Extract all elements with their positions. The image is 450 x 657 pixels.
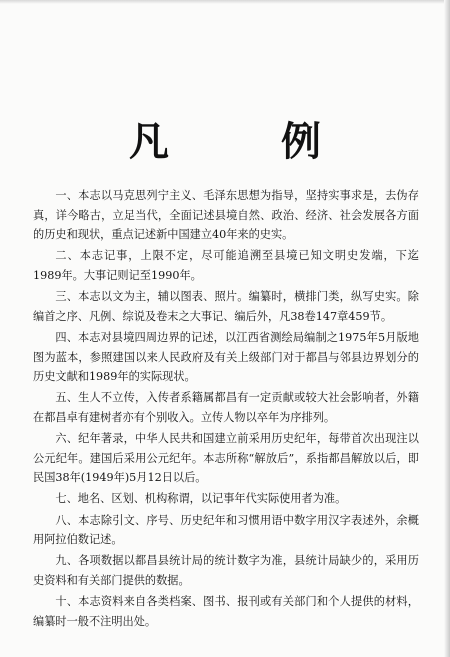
scan-shadow-edge — [444, 0, 450, 657]
page-title: 凡 例 — [129, 118, 357, 165]
guideline-paragraph-6: 六、纪年著录，中华人民共和国建立前采用历史纪年，每带首次出现注以公元纪年。建国后采用公元纪年。本志所称“解放后”，系指都昌解放以后，即民国38年(1949年)5月12日以后。 — [33, 432, 419, 485]
guideline-paragraph-5: 五、生人不立传，入传者系籍属都昌有一定贡献或较大社会影响者，外籍在都昌卓有建树者亦有个别收入。立传人物以卒年为序排列。 — [33, 391, 419, 424]
guideline-paragraph-1: 一、本志以马克思列宁主义、毛泽东思想为指导，坚持实事求是，去伪存真，详今略古，立足当代，全面记述县境自然、政治、经济、社会发展各方面的历史和现状，重点记述新中国建立40年来的史实。 — [33, 189, 419, 242]
guideline-paragraph-7: 七、地名、区划、机构称谓，以记事年代实际使用者为准。 — [55, 492, 347, 506]
guideline-paragraph-9: 九、各项数据以都昌县统计局的统计数字为准，县统计局缺少的，采用历史资料和有关部门提供的数据。 — [33, 554, 419, 588]
guideline-paragraph-8: 八、本志除引文、序号、历史纪年和习惯用语中数字用汉字表述外，余概用阿拉伯数记述。 — [33, 513, 419, 547]
guideline-paragraph-2: 二、本志记事，上限不定，尽可能追溯至县境已知文明史发端，下迄1989年。大事记则记至1990年。 — [33, 249, 419, 282]
guidelines-body — [33, 186, 419, 633]
guideline-paragraph-3: 三、本志以文为主，辅以图表、照片。编纂时，横排门类，纵写史实。除编首之序、凡例、综说及卷末之大事记、编后外，凡38卷147章459节。 — [33, 290, 419, 323]
guideline-paragraph-4: 四、本志对县境四周边界的记述，以江西省测绘局编制之1975年5月版地图为蓝本，参照建国以来人民政府及有关上级部门对于都昌与邻县边界划分的历史文献和1989年的实际现状。 — [33, 330, 419, 384]
scan-shadow-top — [0, 0, 450, 4]
guideline-paragraph-10: 十、本志资料来自各类档案、图书、报刊或有关部门和个人提供的材料，编纂时一般不注明出处。 — [33, 595, 419, 628]
